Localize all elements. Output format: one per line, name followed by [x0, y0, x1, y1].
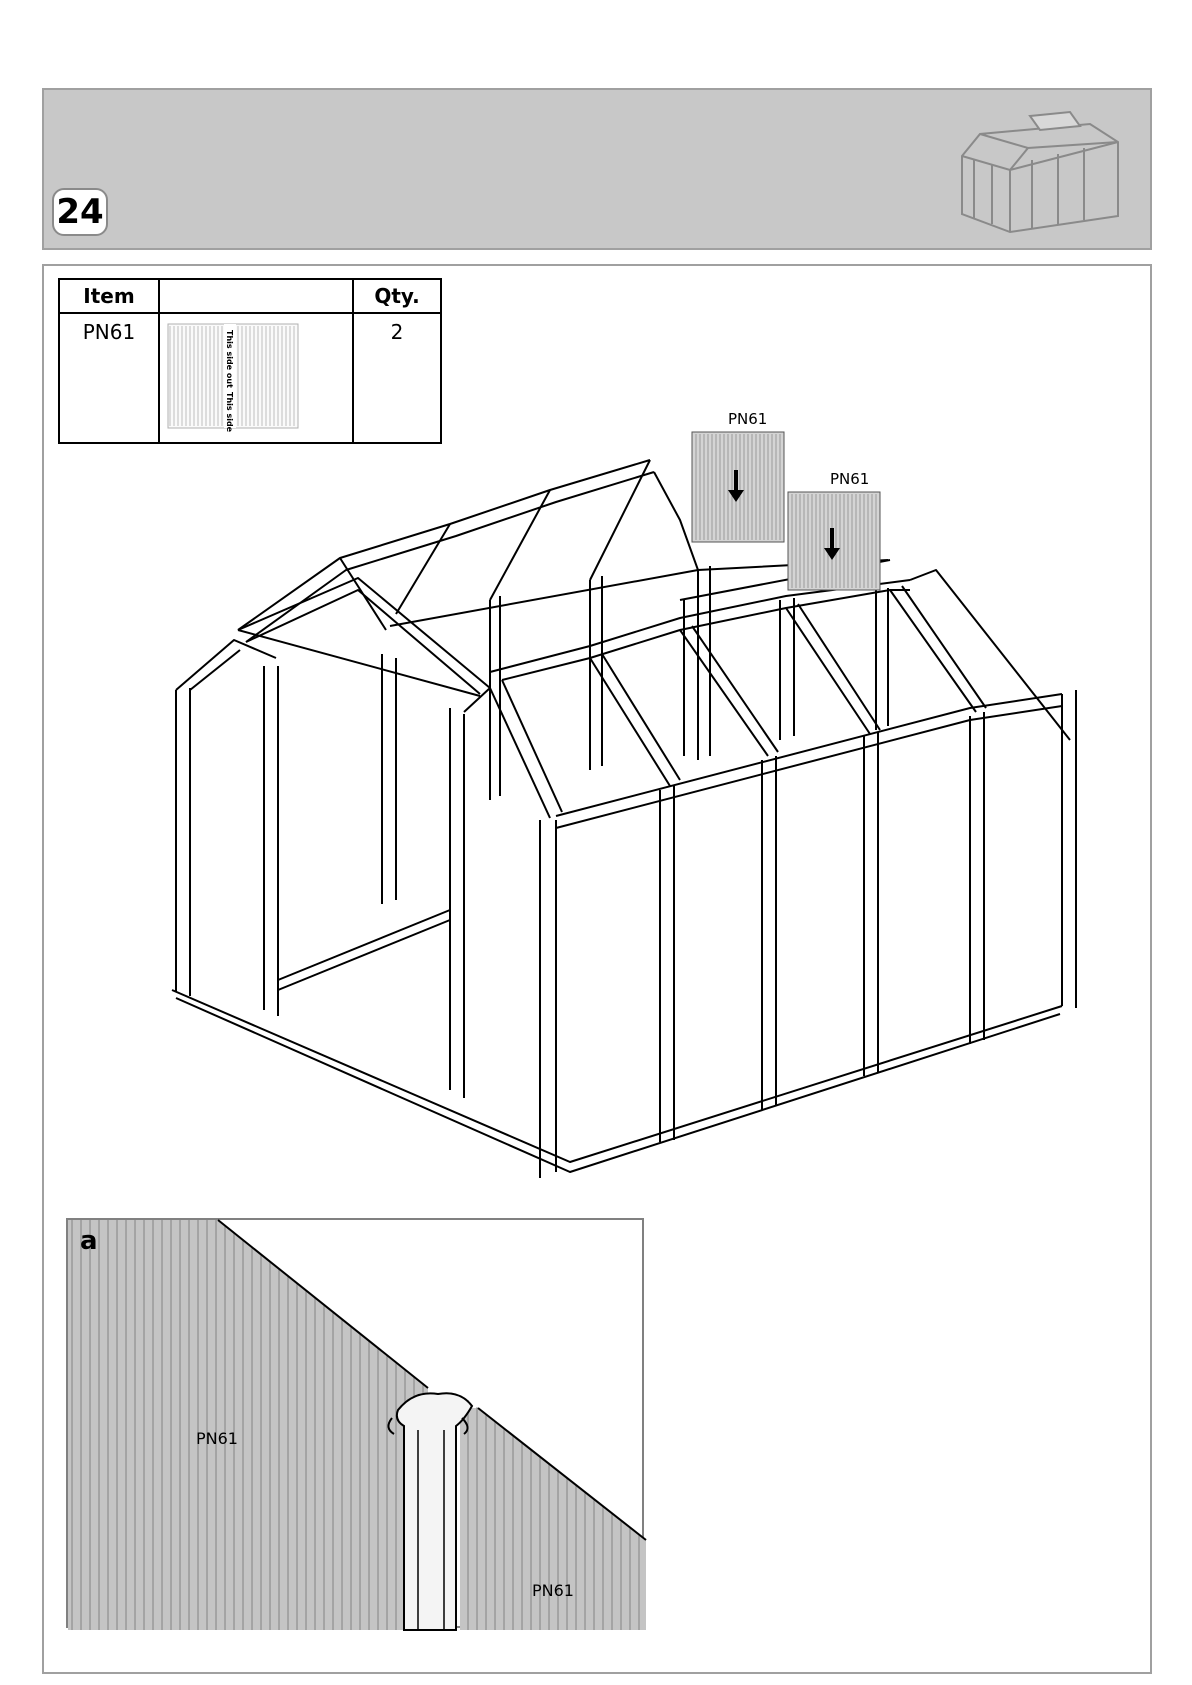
panel-text-side: This side — [225, 392, 234, 433]
detail-a-drawing — [68, 1220, 646, 1630]
table-row — [59, 313, 441, 443]
detail-letter: a — [80, 1226, 98, 1256]
parts-table-header-row — [59, 279, 441, 313]
header-qty: Qty. — [353, 279, 441, 313]
callout-pn61-1: PN61 — [728, 410, 768, 428]
detail-label-pn61-left: PN61 — [196, 1429, 238, 1448]
callout-pn61-2: PN61 — [830, 470, 870, 488]
panel-text-out: This side out — [225, 330, 234, 388]
header-item: Item — [59, 279, 159, 313]
step-number: 24 — [52, 188, 108, 236]
parts-table — [58, 278, 442, 444]
detail-a-frame — [66, 1218, 644, 1628]
panel-pn61-icon — [160, 320, 352, 436]
greenhouse-thumbnail-icon — [950, 96, 1140, 246]
row-qty: 2 — [353, 313, 441, 443]
row-item: PN61 — [59, 313, 159, 443]
header-image — [159, 279, 353, 313]
row-image — [159, 313, 353, 443]
detail-label-pn61-right: PN61 — [532, 1581, 574, 1600]
